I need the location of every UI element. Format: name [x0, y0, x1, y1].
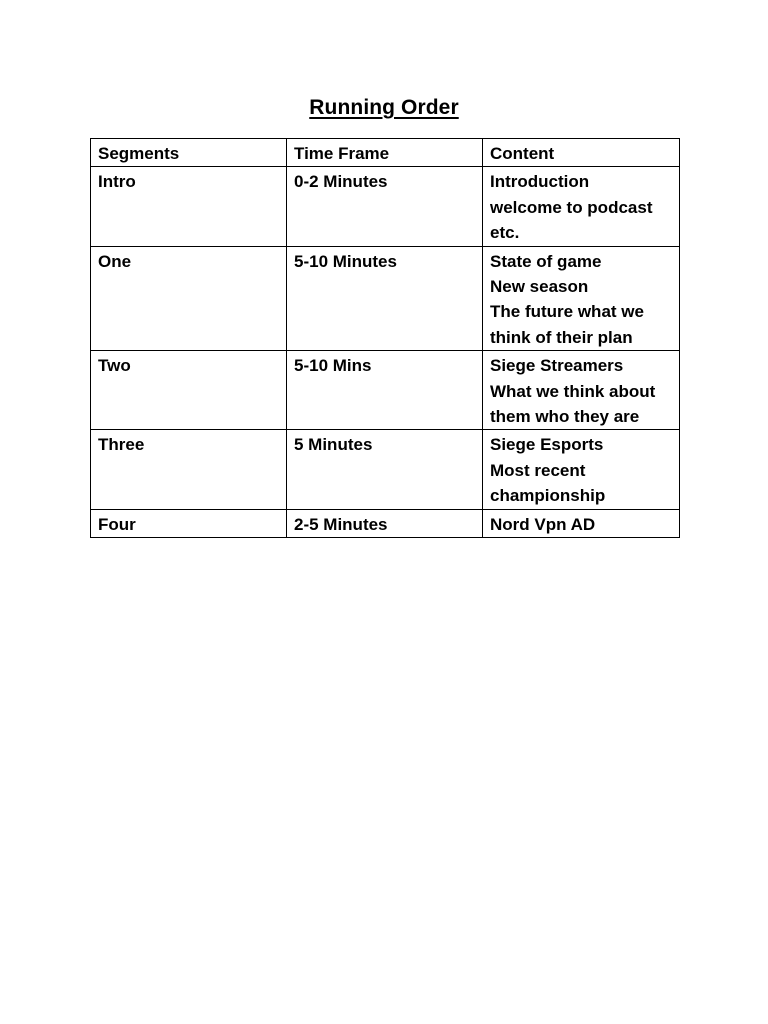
segment-cell: Three — [91, 430, 287, 509]
segment-cell: One — [91, 246, 287, 351]
content-line: think of their plan — [490, 327, 633, 347]
running-order-table — [90, 138, 680, 538]
content-line: them who they are — [490, 407, 640, 427]
segment-cell: Intro — [91, 167, 287, 246]
content-line: Introduction — [490, 172, 590, 192]
time-frame-cell: 0-2 Minutes — [287, 167, 483, 246]
header-content: Content — [483, 139, 680, 167]
content-line: State of game — [490, 251, 602, 271]
table-header-row — [91, 139, 680, 167]
content-cell — [483, 509, 680, 537]
time-frame-cell: 5 Minutes — [287, 430, 483, 509]
content-line: championship — [490, 486, 606, 506]
content-line: welcome to podcast — [490, 197, 653, 217]
content-cell — [483, 167, 680, 246]
table-row — [91, 246, 680, 351]
content-cell — [483, 246, 680, 351]
page-title: Running Order — [309, 96, 459, 119]
table-row — [91, 509, 680, 537]
content-line: Most recent — [490, 460, 586, 480]
content-line: Siege Esports — [490, 435, 604, 455]
table-row — [91, 351, 680, 430]
content-line: The future what we — [490, 302, 644, 322]
content-line: etc. — [490, 223, 520, 243]
header-segments: Segments — [91, 139, 287, 167]
content-cell — [483, 351, 680, 430]
table-row — [91, 430, 680, 509]
segment-cell: Two — [91, 351, 287, 430]
time-frame-cell: 2-5 Minutes — [287, 509, 483, 537]
content-line: Siege Streamers — [490, 356, 624, 376]
content-line: What we think about — [490, 381, 656, 401]
time-frame-cell: 5-10 Mins — [287, 351, 483, 430]
header-time-frame: Time Frame — [287, 139, 483, 167]
content-line: New season — [490, 277, 589, 297]
table-row — [91, 167, 680, 246]
segment-cell: Four — [91, 509, 287, 537]
content-cell — [483, 430, 680, 509]
time-frame-cell: 5-10 Minutes — [287, 246, 483, 351]
content-line: Nord Vpn AD — [490, 514, 596, 534]
